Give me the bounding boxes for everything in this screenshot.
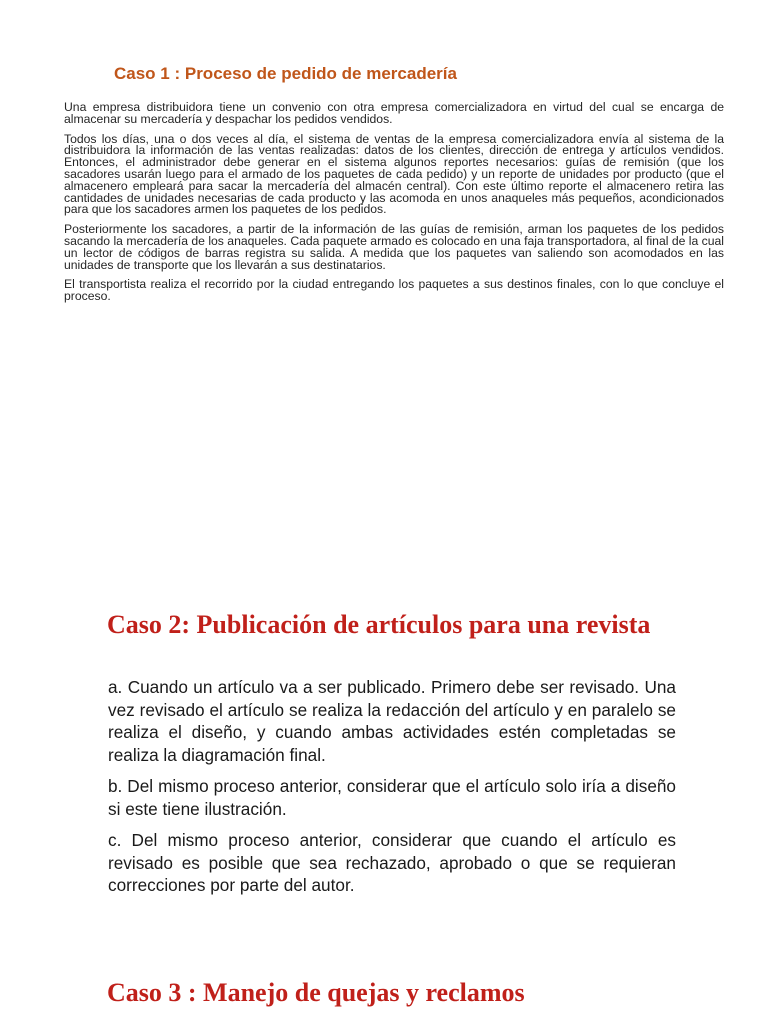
caso2-item-b: b. Del mismo proceso anterior, considerar que el artículo solo iría a diseño si este tiene ilustración. xyxy=(108,776,676,819)
caso1-paragraph: Todos los días, una o dos veces al día, el sistema de ventas de la empresa comercializadora envía al sistema de la distribuidora la información de las ventas realizadas: datos de los clientes, dirección de entrega y artículos vendidos. Entonces, el administrador debe generar en el sistema algunos reportes necesarios: guías de remisión (que los sacadores usarán luego para el armado de los paquetes de cada pedido) y un reporte de unidades por producto (que el almacenero empleará para sacar la mercadería del almacén central). Con este último reporte el almacenero retira las cantidades de unidades necesarias de cada producto y las acomoda en unos anaqueles más pequeños, acondicionados para que los sacadores armen los paquetes de los pedidos. xyxy=(64,131,724,217)
caso3-title: Caso 3 : Manejo de quejas y reclamos xyxy=(107,978,525,1007)
caso1-paragraph: Posteriormente los sacadores, a partir de la información de las guías de remisión, arman los paquetes de los pedidos sacando la mercadería de los anaqueles. Cada paquete armado es colocado en una faja transportadora, al final de la cual un lector de códigos de barras registra su salida. A medida que los paquetes van saliendo son acomodados en las unidades de transporte que los llevarán a sus destinatarios. xyxy=(64,222,724,272)
caso2-body xyxy=(108,676,676,906)
caso2-title: Caso 2: Publicación de artículos para una revista xyxy=(107,610,651,639)
caso2-item-c: c. Del mismo proceso anterior, considerar que cuando el artículo es revisado es posible que sea rechazado, aprobado o que se requieran correcciones por parte del autor. xyxy=(108,830,676,895)
caso1-paragraph: Una empresa distribuidora tiene un convenio con otra empresa comercializadora en virtud del cual se encarga de almacenar su mercadería y despachar los pedidos vendidos. xyxy=(64,100,724,126)
caso2-item-a: a. Cuando un artículo va a ser publicado. Primero debe ser revisado. Una vez revisado el artículo se realiza la redacción del artículo y en paralelo se realiza el diseño, y cuando ambas actividades estén completadas se realiza la diagramación final. xyxy=(108,677,676,765)
caso1-body xyxy=(64,102,724,311)
caso1-title: Caso 1 : Proceso de pedido de mercadería xyxy=(114,64,457,83)
caso1-paragraph: El transportista realiza el recorrido por la ciudad entregando los paquetes a sus destinos finales, con lo que concluye el proceso. xyxy=(64,277,724,304)
